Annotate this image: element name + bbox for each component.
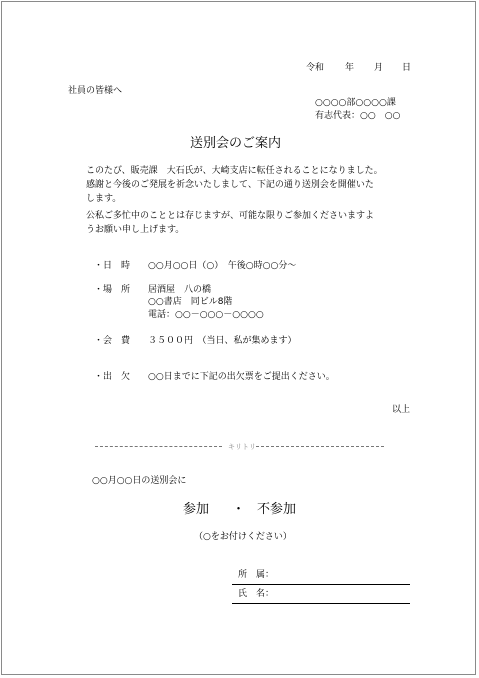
attend-option[interactable]: 参加 xyxy=(183,502,210,517)
date-day: 日 xyxy=(402,63,412,73)
department-label: 所 属： xyxy=(238,570,275,580)
department-field-line[interactable] xyxy=(232,584,410,585)
page-title: 送別会のご案内 xyxy=(190,136,282,151)
date-month: 月 xyxy=(374,63,384,73)
place-line: ○○書店 同ビル8階 xyxy=(148,297,233,307)
place-label: ・場 所 xyxy=(94,285,131,295)
body-line: します。 xyxy=(86,194,122,204)
sender-department: ○○○○部○○○○課 xyxy=(315,98,396,108)
name-field-line[interactable] xyxy=(232,603,410,604)
datetime-value: ○○月○○日（○） 午後○時○○分～ xyxy=(148,261,297,271)
reply-intro: ○○月○○日の送別会に xyxy=(92,476,187,486)
cut-line-right xyxy=(256,446,384,448)
option-separator: ・ xyxy=(232,502,246,517)
name-label: 氏 名： xyxy=(238,589,275,599)
body-line: このたび、販売課 大石氏が、大崎支店に転任されることになりました。 xyxy=(86,166,383,176)
date-era: 令和 xyxy=(306,63,325,73)
recipient: 社員の皆様へ xyxy=(68,86,123,96)
closing: 以上 xyxy=(392,405,411,415)
date-year: 年 xyxy=(345,63,355,73)
cut-label: キリトリ xyxy=(228,443,256,451)
fee-value: ３５００円 （当日、私が集めます） xyxy=(148,336,297,346)
datetime-label: ・日 時 xyxy=(94,261,131,271)
reply-note: （○をお付けください） xyxy=(194,532,292,542)
body-line: うお願い申し上げます。 xyxy=(86,225,185,235)
body-line: 感謝と今後のご発展を祈念いたしまして、下記の通り送別会を開催いた xyxy=(86,180,374,190)
absent-option[interactable]: 不参加 xyxy=(257,502,297,517)
place-line: 居酒屋 八の橋 xyxy=(148,285,212,295)
place-line: 電話：○○－○○○－○○○○ xyxy=(148,310,264,320)
cut-line-left xyxy=(95,446,222,448)
sender-representative: 有志代表：○○ ○○ xyxy=(315,111,401,121)
body-line: 公私ご多忙中のこととは存じますが、可能な限りご参加くださいますよ xyxy=(86,211,375,221)
fee-label: ・会 費 xyxy=(94,336,131,346)
rsvp-value: ○○日までに下記の出欠票をご提出ください。 xyxy=(148,372,335,382)
rsvp-label: ・出 欠 xyxy=(94,372,131,382)
